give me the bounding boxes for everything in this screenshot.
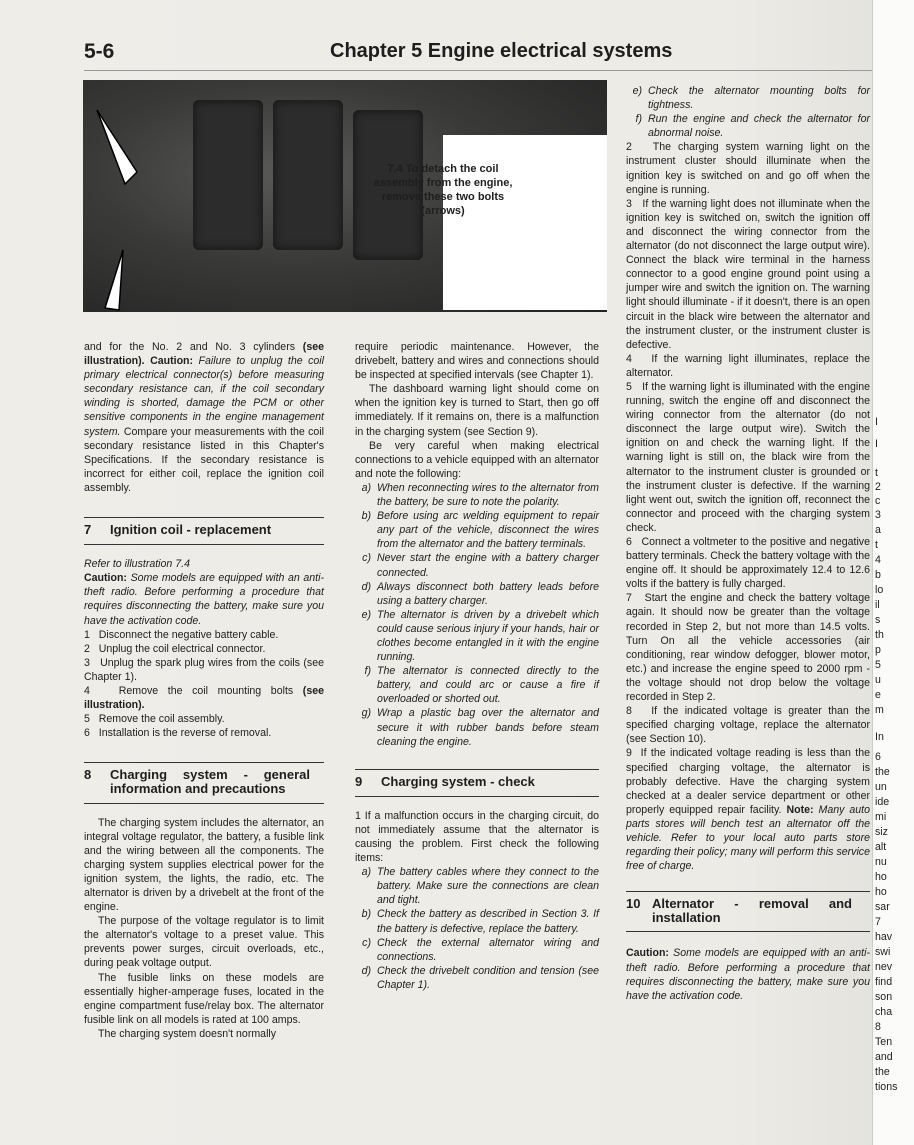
step-number: 3 <box>626 197 632 210</box>
column-1 <box>84 340 324 1041</box>
paragraph: require periodic maintenance. However, the drivebelt, battery and wires and connections should be inspected at specified intervals (see Chapter 1). <box>355 341 599 382</box>
list-text: Check the alternator mounting bolts for tightness. <box>648 85 870 112</box>
list-text: Before using arc welding equipment to repair any part of the vehicle, disconnect the wires from the alternator and the battery terminals. <box>377 510 599 551</box>
step-item <box>84 684 324 712</box>
step-item <box>626 352 870 380</box>
spine-text: b <box>875 569 881 581</box>
list-text: Check the battery as described in Section 3. If the battery is defective, replace the battery. <box>377 908 599 935</box>
header-divider <box>84 70 884 71</box>
step-number: 6 <box>626 536 632 548</box>
list-text: Always disconnect both battery leads before using a battery charger. <box>377 580 599 607</box>
spine-text: e <box>875 689 881 701</box>
step-item <box>84 628 324 642</box>
step-text: If the warning light does not illuminate when the ignition key is switched on, switch the ignition off and disconnect the wiring connector from the alternator (do not disconnect the large output wire). Connect the black wire terminal in the harness connector to a good engine ground point using a jumper wire and switch the ignition on. The warning light should illuminate - if it doesn't, there is an open circuit in the black wire between the alternator and the instrument cluster, or the instrument cluster is defective. <box>626 197 870 351</box>
spine-text: ho <box>875 871 887 883</box>
spine-text: I <box>875 416 878 428</box>
paragraph: The charging system includes the alternator, an integral voltage regulator, the battery, a fusible link and the wiring between all the components. The charging system supplies electrical power for the ignition system, the lights, the radio, etc. The alternator is driven by a drivebelt at the front of the engine. <box>84 816 324 914</box>
spine-text: 8 <box>875 1021 881 1033</box>
spine-text: I <box>875 438 878 450</box>
spine-text: p <box>875 644 881 656</box>
step-number: 4 <box>84 684 90 697</box>
spine-text: u <box>875 674 881 686</box>
spine-text: alt <box>875 841 887 853</box>
spine-text: s <box>875 614 881 626</box>
step-text: Connect a voltmeter to the positive and negative battery terminals. Check the battery voltage with the engine off. It should be approximately 12.4 to 12.6 volts if the battery is fully charged. <box>626 536 870 591</box>
spine-text: swi <box>875 946 891 958</box>
step-number: 3 <box>84 656 90 669</box>
check-list-continued <box>626 84 870 140</box>
list-item <box>355 580 599 608</box>
spine-text: c <box>875 495 881 507</box>
spine-text: the <box>875 1066 890 1078</box>
list-item <box>355 481 599 509</box>
figure-reference: Refer to illustration 7.4 <box>84 558 190 571</box>
step-item <box>626 591 870 704</box>
list-item <box>355 964 599 992</box>
step-list <box>84 628 324 741</box>
spine-text: In <box>875 731 884 743</box>
figure-caption: 7.4 To detach the coil assembly from the engine, remove these two bolts (arrows) <box>373 163 513 217</box>
spine-text: sar <box>875 901 890 913</box>
list-text: Wrap a plastic bag over the alternator and secure it with rubber bands before steam cleaning the engine. <box>377 707 599 748</box>
step-item <box>84 656 324 684</box>
spine-text: lo <box>875 584 884 596</box>
step-text: If the warning light is illuminated with the engine running, switch the engine off and disconnect the wiring connector from the alternator (do not disconnect the large output wire). Switch the ignition on and check the warning light. If the warning light is still on, the black wire from the alternator to the instrument cluster is grounded or the instrument cluster is defective. If the warning light went out, switch the ignition off, reconnect the connector and proceed with the charging system check. <box>626 380 870 534</box>
step-item <box>84 712 324 726</box>
list-item <box>626 112 870 140</box>
spine-text: the <box>875 766 890 778</box>
paragraph: and for the No. 2 and No. 3 cylinders (see illustration). Caution: Failure to unplug the coil primary electrical connector(s) before measuring secondary resistance can, if the coil secondary winding is shorted, damage the PCM or other sensitive components in the engine management system. Compare your measurements with the coil secondary resistance listed in this Chapter's Specifications. If the secondary resistance is incorrect for either coil, replace the ignition coil assembly. <box>84 341 325 494</box>
spine-text: find <box>875 976 893 988</box>
list-item <box>355 509 599 551</box>
step-text: Remove the coil mounting bolts <box>118 684 303 697</box>
spine-text: ide <box>875 796 890 808</box>
step-number: 4 <box>626 352 632 365</box>
list-text: Never start the engine with a battery charger connected. <box>377 552 599 579</box>
step-item <box>626 140 870 196</box>
caution-note: Caution: Some models are equipped with an anti-theft radio. Before performing a procedure that requires disconnecting the battery, make sure you have the activation code. <box>626 947 870 1002</box>
list-key: f) <box>635 113 642 126</box>
list-item <box>355 907 599 935</box>
step-text: Start the engine and check the battery voltage again. It should now be greater than the voltage recorded in Step 2, but not more than 14.5 volts. Turn On all the vehicle accessories (air conditioning, rear window defogger, blower motor, etc.) and increase the engine speed to 2000 rpm - the voltage should not drop below the voltage recorded in Step 2. <box>626 592 870 704</box>
list-item <box>355 936 599 964</box>
arrow-icon <box>97 110 137 184</box>
step-number: 7 <box>626 592 632 605</box>
section-heading-9: 9 Charging system - check <box>355 769 599 797</box>
spine-text: son <box>875 991 893 1003</box>
spine-text: il <box>875 599 880 611</box>
list-text: The alternator is connected directly to the battery, and could arc or cause a fire if overloaded or shorted out. <box>377 665 599 706</box>
paragraph: 1 If a malfunction occurs in the charging circuit, do not immediately assume that the alternator is causing the problem. First check the following items: <box>355 809 599 865</box>
step-text: Installation is the reverse of removal. <box>98 727 272 740</box>
spine-text: nu <box>875 856 887 868</box>
spine-text: a <box>875 524 881 536</box>
list-key: b) <box>361 510 371 523</box>
spine-text: 2 <box>875 481 881 493</box>
list-item <box>626 84 870 112</box>
step-ref: (see illustration). <box>84 684 324 712</box>
step-item <box>626 197 870 352</box>
column-3 <box>626 84 870 1003</box>
step-list <box>626 140 870 746</box>
spine-text: siz <box>875 826 888 838</box>
spine-text: 6 <box>875 751 881 763</box>
caution-note: Caution: Some models are equipped with an anti-theft radio. Before performing a procedure that requires disconnecting the battery, make sure you have the activation code. <box>84 572 325 627</box>
spine-text: tions <box>875 1081 898 1093</box>
paragraph: The charging system doesn't normally <box>98 1027 277 1040</box>
list-key: g) <box>361 707 371 720</box>
list-key: d) <box>361 580 371 593</box>
section-heading-10: 10 Alternator - removal and installation <box>626 891 870 932</box>
step-item <box>626 704 870 746</box>
list-key: c) <box>362 552 371 565</box>
step-text: Disconnect the negative battery cable. <box>98 628 279 641</box>
spine-text: and <box>875 1051 893 1063</box>
step-text: Unplug the coil electrical connector. <box>98 642 266 655</box>
step-item <box>626 380 870 535</box>
column-2 <box>355 340 599 992</box>
step-text: The charging system warning light on the instrument cluster should illuminate when the ignition key is switched on and go off when the engine is running. <box>626 141 870 196</box>
chapter-title: Chapter 5 Engine electrical systems <box>330 40 673 62</box>
step-text: Unplug the spark plug wires from the coils (see Chapter 1). <box>84 656 324 683</box>
paragraph: Be very careful when making electrical connections to a vehicle equipped with an alternator and note the following: <box>355 439 599 480</box>
spine-text: t <box>875 467 878 479</box>
step-item <box>84 642 324 656</box>
check-list <box>355 865 599 992</box>
step-number: 5 <box>84 713 90 726</box>
section-heading-8: 8 Charging system - general information and precautions <box>84 762 324 803</box>
step-item <box>84 726 324 740</box>
section-heading-7: 7 Ignition coil - replacement <box>84 517 324 545</box>
step-number: 1 <box>84 628 90 641</box>
list-key: a) <box>361 866 371 879</box>
arrow-icon <box>105 250 123 310</box>
spine-text: cha <box>875 1006 893 1018</box>
spine-text: m <box>875 704 884 716</box>
spine-text: mi <box>875 811 887 823</box>
step-text: If the indicated voltage is greater than the specified charging voltage, replace the alternator (see Section 10). <box>626 705 870 746</box>
list-text: When reconnecting wires to the alternator from the battery, be sure to note the polarity. <box>377 481 599 509</box>
adjacent-page-edge <box>872 0 914 1145</box>
spine-text: 5 <box>875 659 881 671</box>
list-text: The battery cables where they connect to the battery. Make sure the connections are clean and tight. <box>377 866 599 907</box>
step-number: 6 <box>84 727 90 740</box>
step-9: 9 If the indicated voltage reading is less than the specified charging voltage, the alternator is probably defective. Have the charging system checked at a dealer service department or other properly equipped repair facility. Note: Many auto parts stores will bench test an alternator off the vehicle. Refer to your local auto parts store regarding their policy; many will perform this service free of charge. <box>626 747 871 873</box>
spine-text: hav <box>875 931 893 943</box>
list-key: b) <box>361 908 371 921</box>
paragraph: The purpose of the voltage regulator is to limit the alternator's voltage to a preset value. This prevents power surges, circuit overloads, etc., during peak voltage output. <box>84 915 324 970</box>
spine-text: 7 <box>875 916 881 928</box>
list-key: c) <box>362 936 371 949</box>
list-key: d) <box>361 964 371 977</box>
paragraph: The dashboard warning light should come on when the ignition key is turned to Start, then go off immediately. If it remains on, there is a malfunction in the charging system (see Section 9). <box>355 383 599 438</box>
step-text: If the warning light illuminates, replace the alternator. <box>626 352 870 379</box>
list-key: a) <box>361 481 371 494</box>
spine-text: th <box>875 629 884 641</box>
list-text: The alternator is driven by a drivebelt which could cause serious injury if your hands, hair or clothes become entangled in it with the engine running. <box>377 608 599 664</box>
step-number: 5 <box>626 380 632 393</box>
spine-text: 3 <box>875 509 881 521</box>
spine-text: nev <box>875 961 893 973</box>
list-text: Check the external alternator wiring and connections. <box>377 936 599 963</box>
list-item <box>355 706 599 748</box>
precautions-list <box>355 481 599 749</box>
step-number: 2 <box>84 642 90 655</box>
list-key: f) <box>364 665 371 678</box>
spine-text: un <box>875 781 887 793</box>
step-item <box>626 535 870 591</box>
list-text: Run the engine and check the alternator for abnormal noise. <box>648 113 870 140</box>
list-text: Check the drivebelt condition and tension (see Chapter 1). <box>377 964 599 991</box>
step-text: Remove the coil assembly. <box>98 713 225 726</box>
list-key: e) <box>632 85 642 97</box>
list-key: e) <box>361 608 371 621</box>
list-item <box>355 608 599 664</box>
list-item <box>355 865 599 907</box>
list-item <box>355 551 599 579</box>
spine-text: Ten <box>875 1036 893 1048</box>
spine-text: t <box>875 539 878 551</box>
ignition-coil-photo <box>83 80 607 312</box>
paragraph: The fusible links on these models are essentially higher-amperage fuses, located in the engine compartment fuse/relay box. The alternator fusible link on all models is rated at 100 amps. <box>84 971 324 1026</box>
step-number: 8 <box>626 705 632 718</box>
spine-text: 4 <box>875 554 881 566</box>
page-number: 5-6 <box>84 40 115 63</box>
list-item <box>355 664 599 706</box>
spine-text: ho <box>875 886 887 898</box>
arrows-overlay <box>83 80 607 312</box>
step-number: 2 <box>626 141 632 154</box>
